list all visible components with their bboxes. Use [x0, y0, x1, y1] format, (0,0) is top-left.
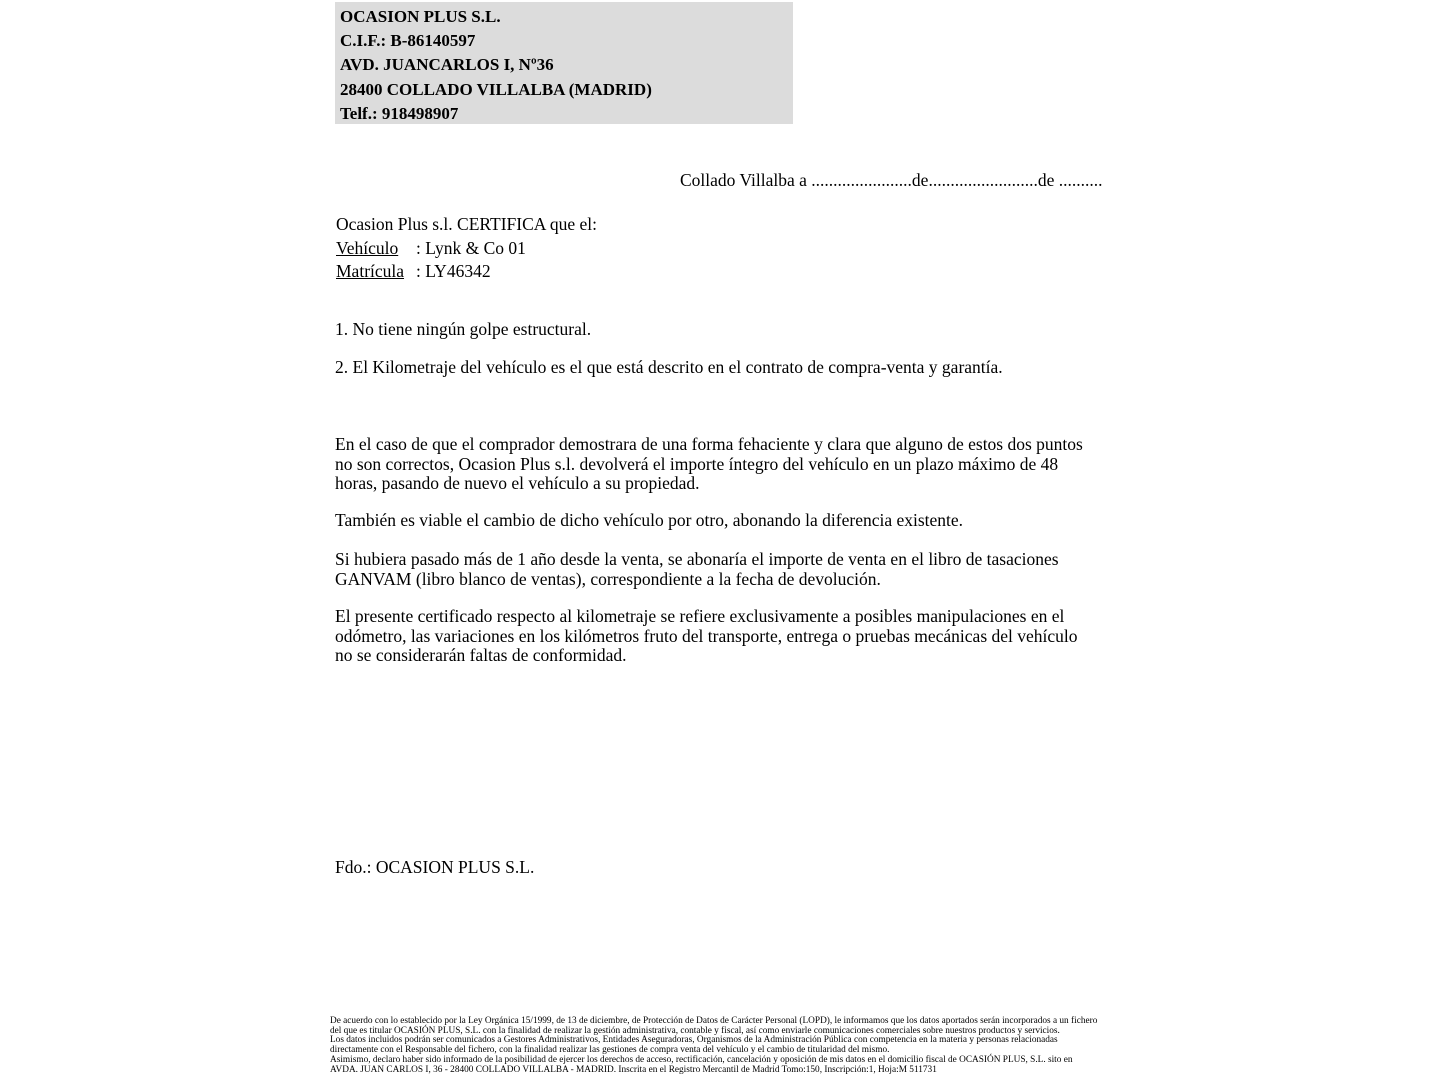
certification-block — [336, 213, 597, 284]
company-header-box — [335, 2, 793, 124]
company-cif: C.I.F.: B-86140597 — [340, 31, 476, 51]
vehicle-label-wrap — [336, 237, 416, 261]
date-line: Collado Villalba a .......................de.........................de .......... — [680, 170, 1103, 190]
company-address: AVD. JUANCARLOS I, Nº36 — [340, 55, 554, 75]
legal-paragraph-3: Asimismo, declaro haber sido informado de la posibilidad de ejercer los derechos de acceso, rectificación, cancelación y oposición de mis datos en el domicilio fiscal de OCASIÓN PLUS, S.L. sito en AVDA. JUAN CARLOS I, 36 - 28400 COLLADO VILLALBA - MADRID. Inscrita en el Registro Mercantil de Madrid Tomo:150, Inscripción:1, Hoja:M 511731 — [330, 1054, 1073, 1075]
paragraph-ganvam: Si hubiera pasado más de 1 año desde la venta, se abonaría el importe de venta en el libro de tasaciones GANVAM (libro blanco de ventas), correspondiente a la fecha de devolución. — [335, 549, 1059, 589]
company-name: OCASION PLUS S.L. — [340, 7, 501, 26]
plate-label-wrap — [336, 260, 416, 284]
paragraph-refund: En el caso de que el comprador demostrara de una forma fehaciente y clara que alguno de estos dos puntos no son correctos, Ocasion Plus s.l. devolverá el importe íntegro del vehículo en un plazo máximo de 48 horas, pasando de nuevo el vehículo a su propiedad. — [335, 434, 1083, 494]
plate-label: Matrícula — [336, 261, 405, 281]
paragraph-odometer: El presente certificado respecto al kilometraje se refiere exclusivamente a posibles manipulaciones en el odómetro, las variaciones en los kilómetros fruto del transporte, entrega o pruebas mecánicas del vehículo no se considerarán faltas de conformidad. — [335, 606, 1078, 666]
legal-footer — [330, 1017, 1102, 1075]
paragraph-exchange: También es viable el cambio de dicho vehículo por otro, abonando la diferencia existente. — [335, 510, 964, 530]
point-2: 2. El Kilometraje del vehículo es el que está descrito en el contrato de compra-venta y garantía. — [335, 357, 1003, 377]
vehicle-value: : Lynk & Co 01 — [416, 237, 526, 258]
certification-intro: Ocasion Plus s.l. CERTIFICA que el: — [336, 214, 597, 234]
signature-line: Fdo.: OCASION PLUS S.L. — [335, 857, 535, 877]
company-city: 28400 COLLADO VILLALBA (MADRID) — [340, 79, 652, 99]
point-1: 1. No tiene ningún golpe estructural. — [335, 319, 592, 339]
legal-paragraph-1: De acuerdo con lo establecido por la Ley Orgánica 15/1999, de 13 de diciembre, de Protección de Datos de Carácter Personal (LOPD), le informamos que los datos aportados serán incorporados a un fichero del que es titular OCASIÓN PLUS, S.L. con la finalidad de realizar la gestión administrativa, contable y fiscal, así como enviarle comunicaciones comerciales sobre nuestros productos y servicios. — [330, 1016, 1098, 1036]
vehicle-line — [336, 237, 597, 261]
vehicle-label: Vehículo — [336, 237, 399, 258]
company-phone: Telf.: 918498907 — [340, 103, 459, 123]
legal-paragraph-2: Los datos incluidos podrán ser comunicados a Gestores Administrativos, Entidades Aseguradoras, Organismos de la Administración Pública con competencia en la materia y personas relacionadas directamente con el Responsable del fichero, con la finalidad realizar las gestiones de compra venta del vehículo y el cambio de titularidad del mismo. — [330, 1035, 1058, 1056]
plate-value: : LY46342 — [416, 261, 491, 281]
plate-line — [336, 260, 597, 284]
